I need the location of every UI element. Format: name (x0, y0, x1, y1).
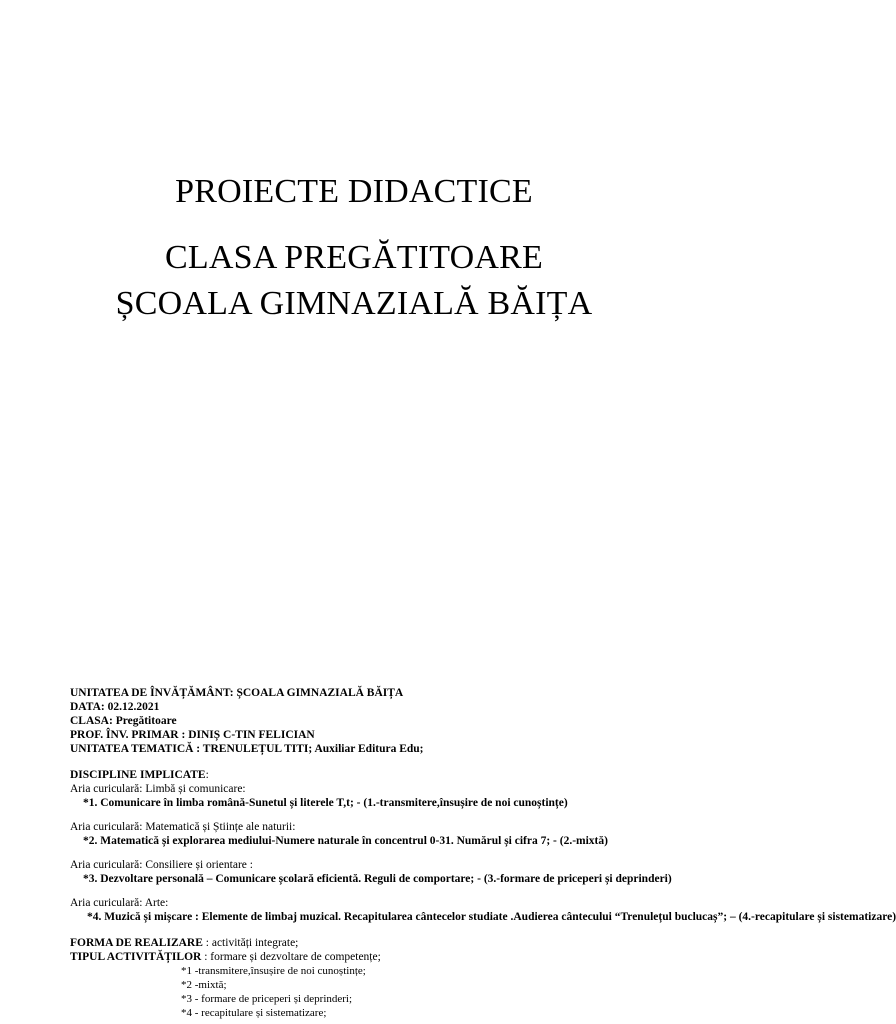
class-value: : Pregătitoare (108, 715, 177, 727)
class-label: CLASA (70, 715, 109, 727)
disciplines-colon: : (205, 769, 209, 781)
cover-class: CLASA PREGĂTITOARE (165, 239, 543, 276)
unit-row (70, 686, 710, 700)
activity-type-item-1: *1 -transmitere,însușire de noi cunoștințe; (181, 965, 366, 977)
activity-type-label: TIPUL ACTIVITĂȚILOR (70, 951, 202, 963)
activity-type-item-3: *3 - formare de priceperi și deprinderi; (181, 993, 353, 1005)
unit-value: : ȘCOALA GIMNAZIALĂ BĂIȚA (229, 687, 404, 699)
disciplines-label: DISCIPLINE IMPLICATE (70, 769, 206, 781)
activity-type-row (70, 950, 710, 964)
area-3: Aria curiculară: Consiliere și orientare : (70, 859, 253, 871)
activity-type-value: : formare și dezvoltare de competențe; (201, 951, 381, 963)
teacher-row: PROF. ÎNV. PRIMAR : DINIȘ C-TIN FELICIAN (70, 729, 315, 741)
form-row (70, 936, 710, 950)
theme-row: UNITATEA TEMATICĂ : TRENULEȚUL TITI; Auxiliar Editura Edu; (70, 743, 424, 755)
cover-title: PROIECTE DIDACTICE (175, 173, 533, 210)
activity-type-item-2: *2 -mixtă; (181, 979, 227, 991)
discipline-2: *2. Matematică și explorarea mediului-Numere naturale în concentrul 0-31. Numărul și cifra 7; - (2.-mixtă) (83, 835, 608, 847)
disciplines-heading (70, 768, 710, 782)
class-row (70, 714, 710, 728)
form-label: FORMA DE REALIZARE (70, 937, 203, 949)
unit-label: UNITATEA DE ÎNVĂȚĂMÂNT (70, 687, 230, 699)
area-4: Aria curiculară: Arte: (70, 897, 169, 909)
date-row (70, 700, 710, 714)
form-value: : activități integrate; (202, 937, 299, 949)
area-2: Aria curiculară: Matematică și Științe ale naturii: (70, 821, 296, 833)
date-label: DATA (70, 701, 101, 713)
discipline-3: *3. Dezvoltare personală – Comunicare școlară eficientă. Reguli de comportare; - (3.-formare de priceperi și deprinderi) (83, 873, 672, 885)
cover-school: ȘCOALA GIMNAZIALĂ BĂIȚA (115, 285, 593, 322)
date-value: : 02.12.2021 (100, 701, 160, 713)
discipline-1: *1. Comunicare în limba română-Sunetul și literele T,t; - (1.-transmitere,însușire de noi cunoștințe) (83, 797, 568, 809)
lesson-header (70, 686, 896, 1020)
discipline-4: *4. Muzică și mișcare : Elemente de limbaj muzical. Recapitularea cântecelor studiate .Audierea cântecului “Trenulețul buclucaș”; – (4.-recapitulare și sistematizare) (87, 911, 896, 923)
area-1: Aria curiculară: Limbă și comunicare: (70, 783, 246, 795)
activity-type-item-4: *4 - recapitulare și sistematizare; (181, 1007, 327, 1019)
